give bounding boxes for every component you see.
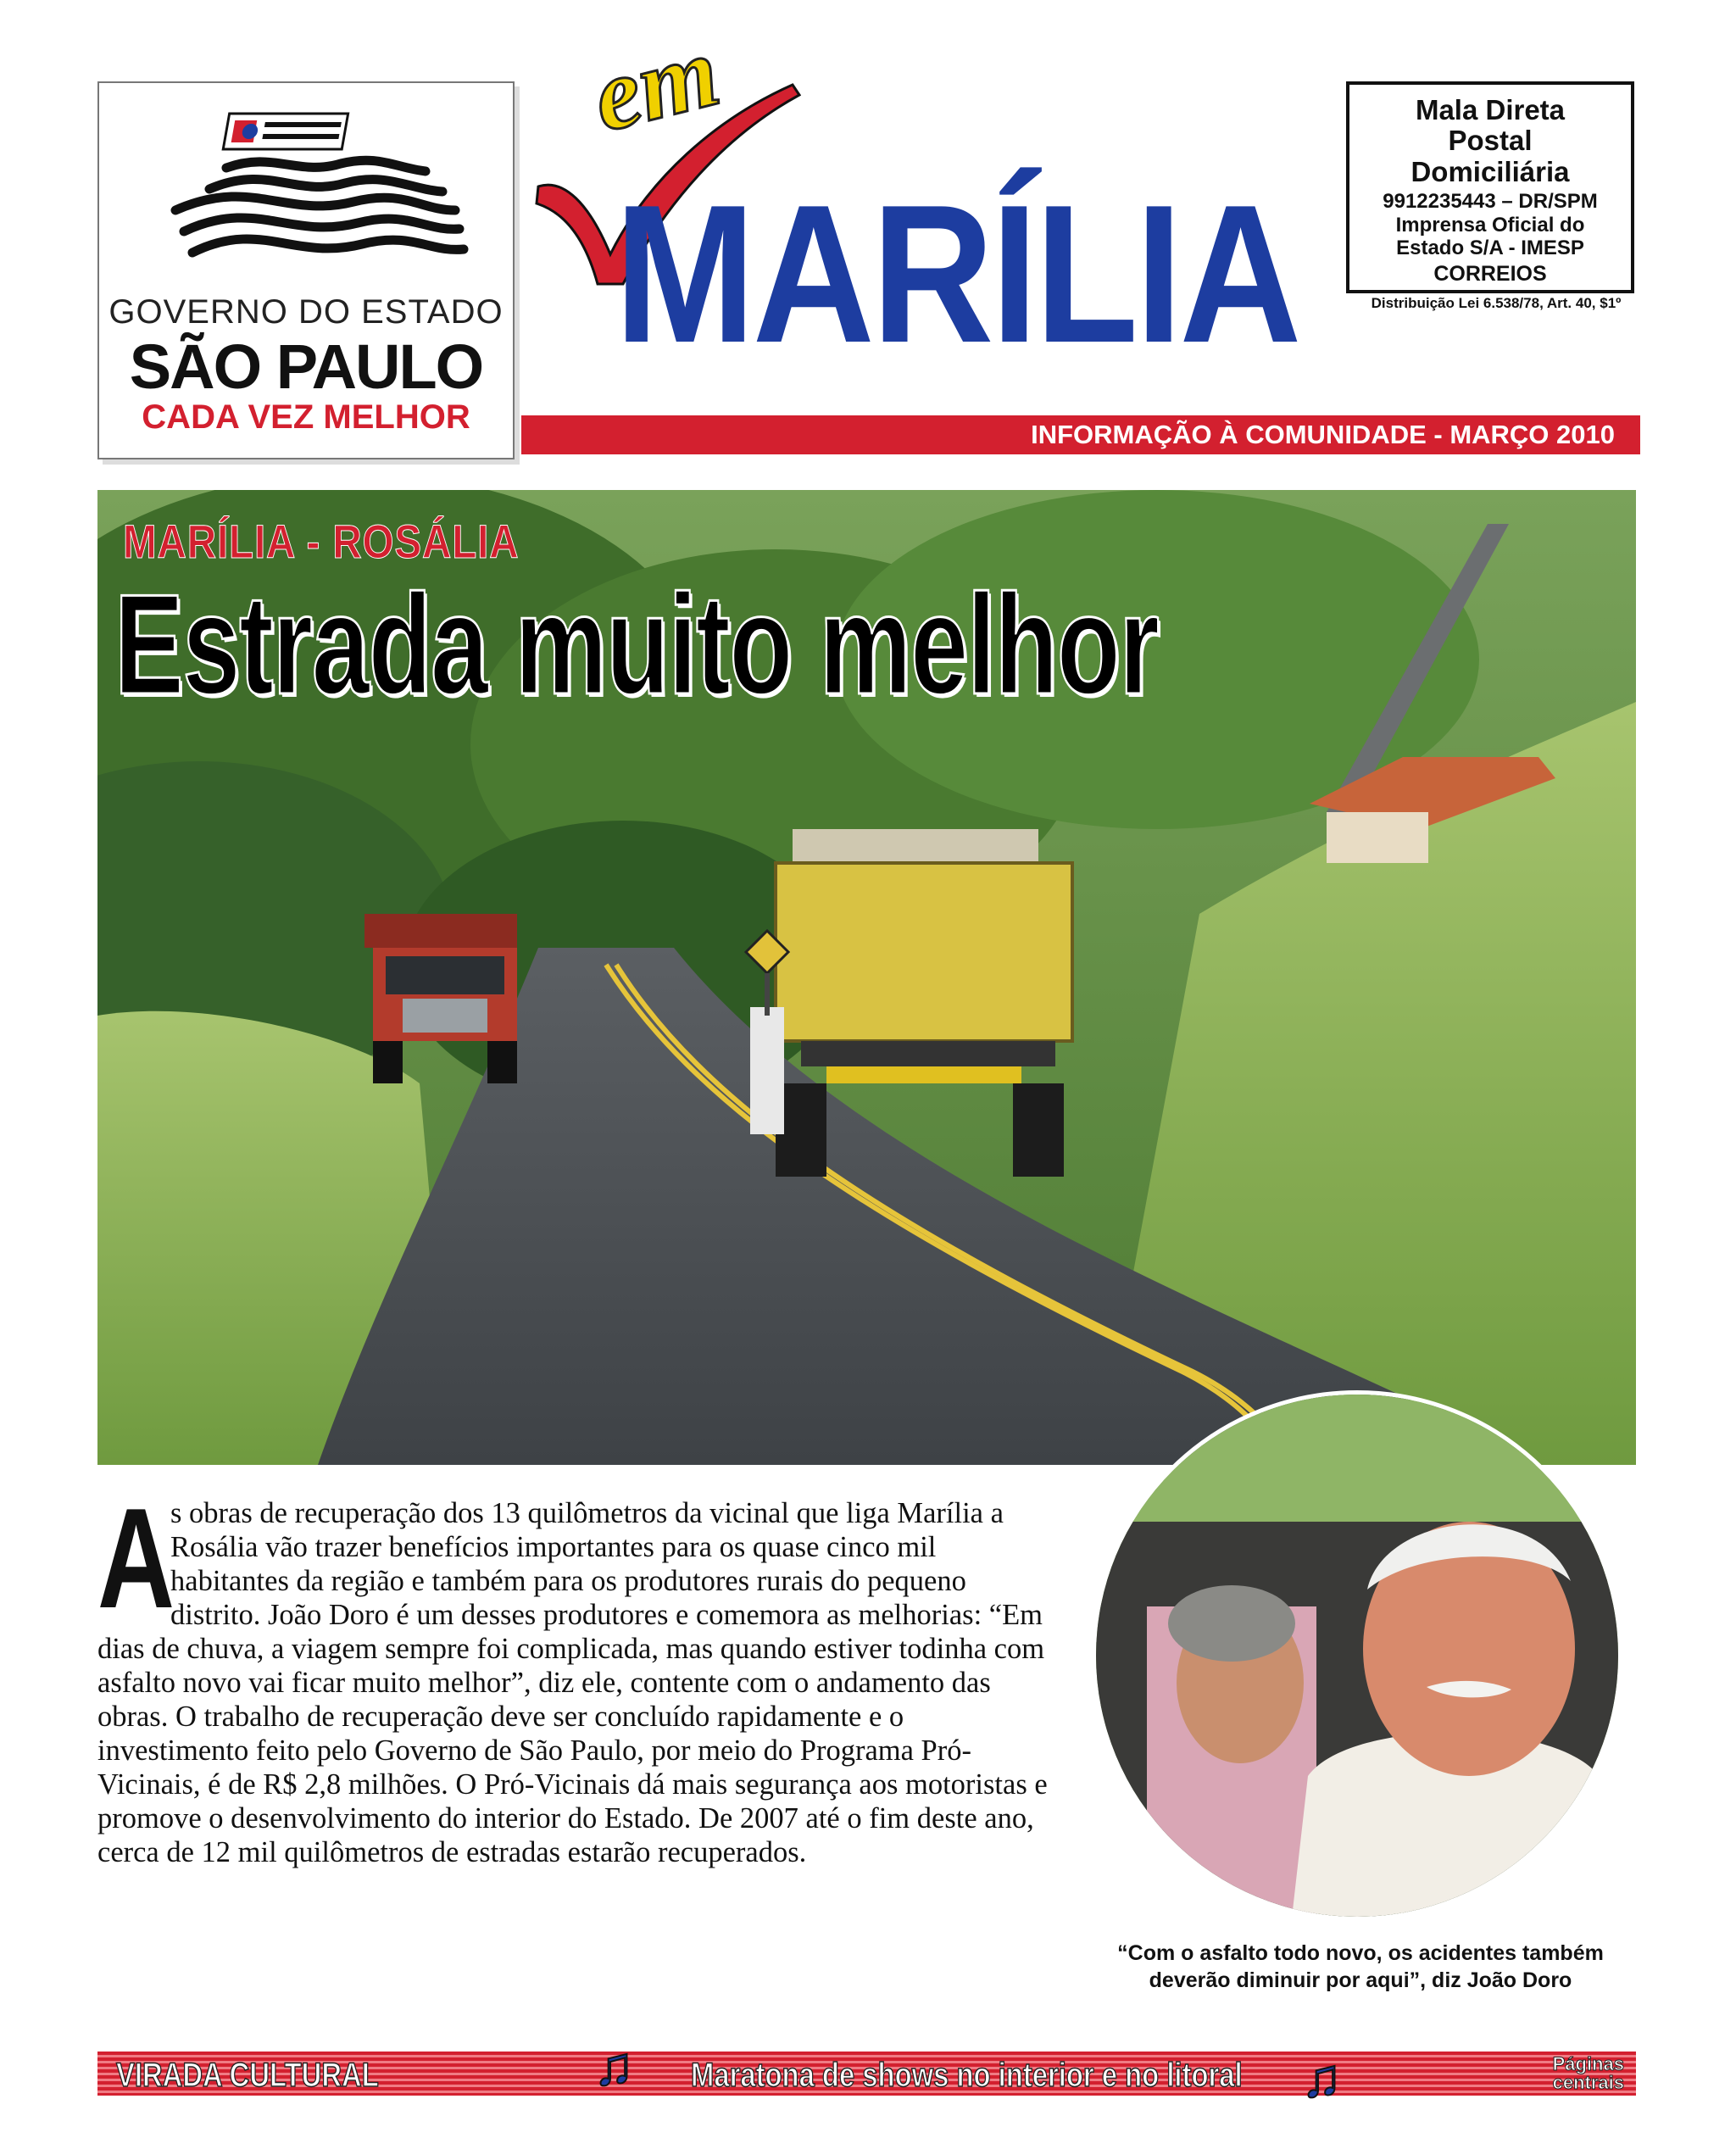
footer-right-line-1: Páginas <box>1552 2053 1624 2074</box>
masthead-em: em <box>581 14 730 153</box>
farmer-portrait-illustration <box>1096 1395 1622 1921</box>
article-dropcap: A <box>97 1478 175 1638</box>
gov-line-governo: GOVERNO DO ESTADO <box>108 293 504 331</box>
mala-line-6: Estado S/A - IMESP <box>1396 236 1584 259</box>
mala-line-4: 9912235443 – DR/SPM <box>1383 189 1598 213</box>
article-kicker: MARÍLIA - ROSÁLIA <box>123 515 520 568</box>
caption-line-2: deverão diminuir por aqui”, diz João Doro <box>1149 1968 1572 1992</box>
mala-line-1: Mala Direta <box>1415 94 1566 125</box>
footer-left-text: VIRADA CULTURAL <box>116 2057 379 2094</box>
postal-mail-box <box>1346 81 1634 293</box>
header-bar-text: INFORMAÇÃO À COMUNIDADE - MARÇO 2010 <box>1031 420 1615 449</box>
portrait-caption <box>1093 1940 1628 1994</box>
article-body-text: s obras de recuperação dos 13 quilômetros da vicinal que liga Marília a Rosália vão trazer benefícios importantes para os quase cinco mil habitantes da região e também para os produtores rurais do pequeno distrito. João Doro é um desses produtores e comemora as melhorias: “Em dias de chuva, a viagem sempre foi complicada, mas quando estiver todinha com asfalto novo vai ficar muito melhor”, diz ele, contente com o andamento das obras. O trabalho de recuperação deve ser concluído rapidamente e o investimento feito pelo Governo de São Paulo, por meio do Programa Pró-Vicinais, é de R$ 2,8 milhões. O Pró-Vicinais dá mais segurança aos motoristas e promove o desenvolvimento do interior do Estado. De 2007 até o fim deste ano, cerca de 12 mil quilômetros de estradas estarão recuperados. <box>97 1497 1048 1868</box>
header-bar <box>521 415 1640 454</box>
mala-line-5: Imprensa Oficial do <box>1395 214 1585 237</box>
mala-line-3: Domiciliária <box>1410 155 1570 187</box>
footer-banner <box>97 2035 1636 2108</box>
government-logo <box>97 81 515 459</box>
mala-lei: Distribuição Lei 6.538/78, Art. 40, $1º <box>1371 295 1622 311</box>
masthead-title: MARÍLIA <box>615 164 1299 384</box>
article-body <box>97 1478 1051 1869</box>
sao-paulo-flag-logo-icon <box>99 83 516 287</box>
portrait-photo <box>1092 1390 1622 1921</box>
mala-line-7: CORREIOS <box>1433 262 1547 287</box>
music-note-icon: ♫ <box>593 2035 634 2096</box>
footer-right-text <box>1553 2055 1624 2092</box>
caption-line-1: “Com o asfalto todo novo, os acidentes também <box>1117 1941 1604 1965</box>
gov-line-slogan: CADA VEZ MELHOR <box>142 398 470 436</box>
gov-line-sao-paulo: SÃO PAULO <box>129 331 483 402</box>
article-headline: Estrada muito melhor <box>114 565 1159 724</box>
music-note-icon: ♫ <box>1301 2047 1342 2108</box>
footer-middle-text: Maratona de shows no interior e no litoral <box>691 2057 1243 2094</box>
mala-line-2: Postal <box>1448 125 1533 157</box>
footer-right-line-2: centrais <box>1552 2072 1624 2093</box>
